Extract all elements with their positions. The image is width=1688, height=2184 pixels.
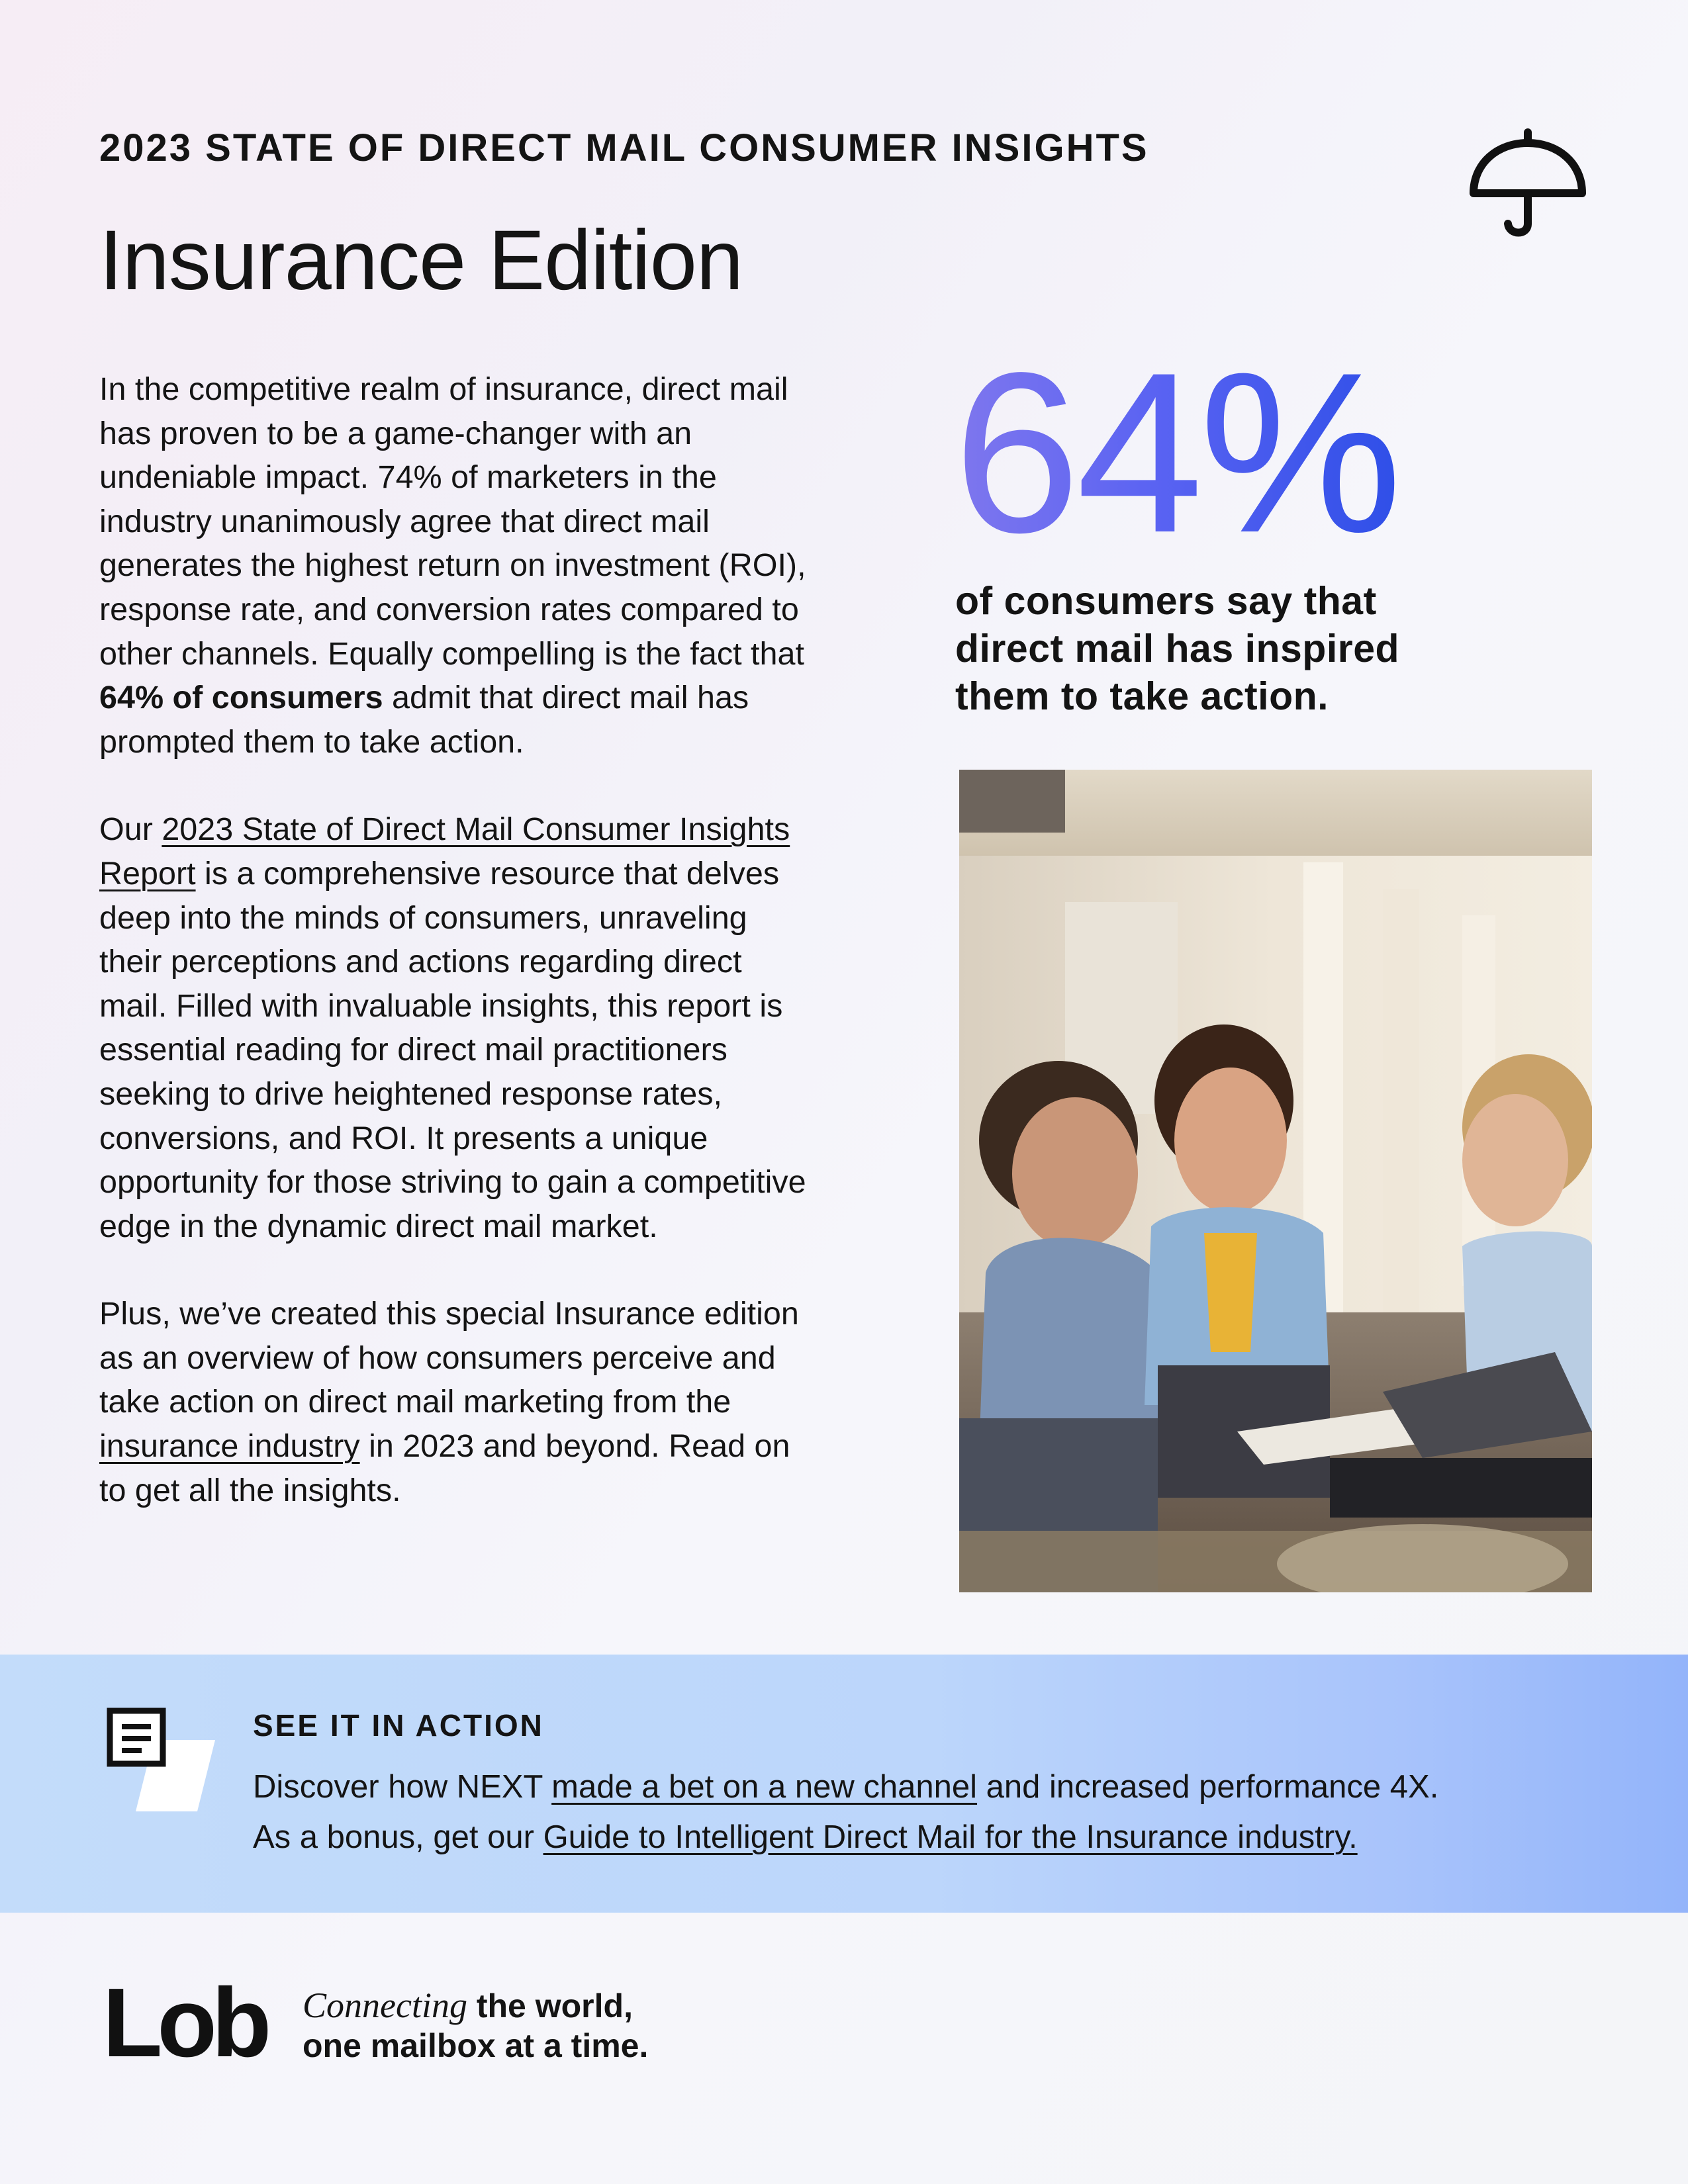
cta-line-1: Discover how NEXT made a bet on a new channel and increased performance 4X. <box>253 1769 1439 1805</box>
insurance-industry-link[interactable]: insurance industry <box>99 1428 360 1465</box>
cta-text <box>253 1762 1643 1862</box>
svg-text:Lob: Lob <box>103 1982 267 2068</box>
cta-line-2: As a bonus, get our Guide to Intelligent Direct Mail for the Insurance industry. <box>253 1819 1358 1855</box>
stat-value: 64% <box>953 326 1399 580</box>
report-link[interactable]: 2023 State of Direct Mail Consumer Insights Report <box>99 811 790 891</box>
stat-caption: of consumers say that direct mail has inspired them to take action. <box>955 579 1400 718</box>
tagline-line-2: one mailbox at a time. <box>303 2027 649 2064</box>
cta-title: SEE IT IN ACTION <box>253 1708 544 1743</box>
report-kicker: 2023 STATE OF DIRECT MAIL CONSUMER INSIGHTS <box>99 126 1149 169</box>
hero-photo <box>959 770 1592 1592</box>
highlight-stat: 64% of consumers <box>99 680 383 716</box>
intro-copy <box>99 367 814 1556</box>
lob-logo <box>103 1982 268 2068</box>
page-title: Insurance Edition <box>99 213 743 308</box>
insurance-guide-link[interactable]: Guide to Intelligent Direct Mail for the Insurance industry. <box>543 1819 1358 1855</box>
intro-paragraph-2: Our 2023 State of Direct Mail Consumer Insights Report is a comprehensive resource that delves deep into the minds of consumers, unraveling their perceptions and actions regarding direct mail. Filled with invaluable insights, this report is essential reading for direct mail practitioners seeking to drive heightened response rates, conversions, and ROI. It presents a unique opportunity for those striving to gain a competitive edge in the dynamic direct mail market. <box>99 811 806 1244</box>
document-icon <box>106 1706 215 1811</box>
tagline-line-1: Connecting the world, <box>303 1985 633 2025</box>
intro-paragraph-1: In the competitive realm of insurance, direct mail has proven to be a game-changer with an undeniable impact. 74% of marketers in the industry unanimously agree that direct mail generates the highest return on investment (ROI), response rate, and conversion rates compared to other channels. Equally compelling is the fact that 64% of consumers admit that direct mail has prompted them to take action. <box>99 371 806 760</box>
tagline <box>303 1985 648 2066</box>
umbrella-icon <box>1468 124 1587 244</box>
intro-paragraph-3: Plus, we’ve created this special Insurance edition as an overview of how consumers perceive and take action on direct mail marketing from the insurance industry in 2023 and beyond. Read on to get all the insights. <box>99 1296 799 1508</box>
next-case-study-link[interactable]: made a bet on a new channel <box>551 1769 978 1805</box>
